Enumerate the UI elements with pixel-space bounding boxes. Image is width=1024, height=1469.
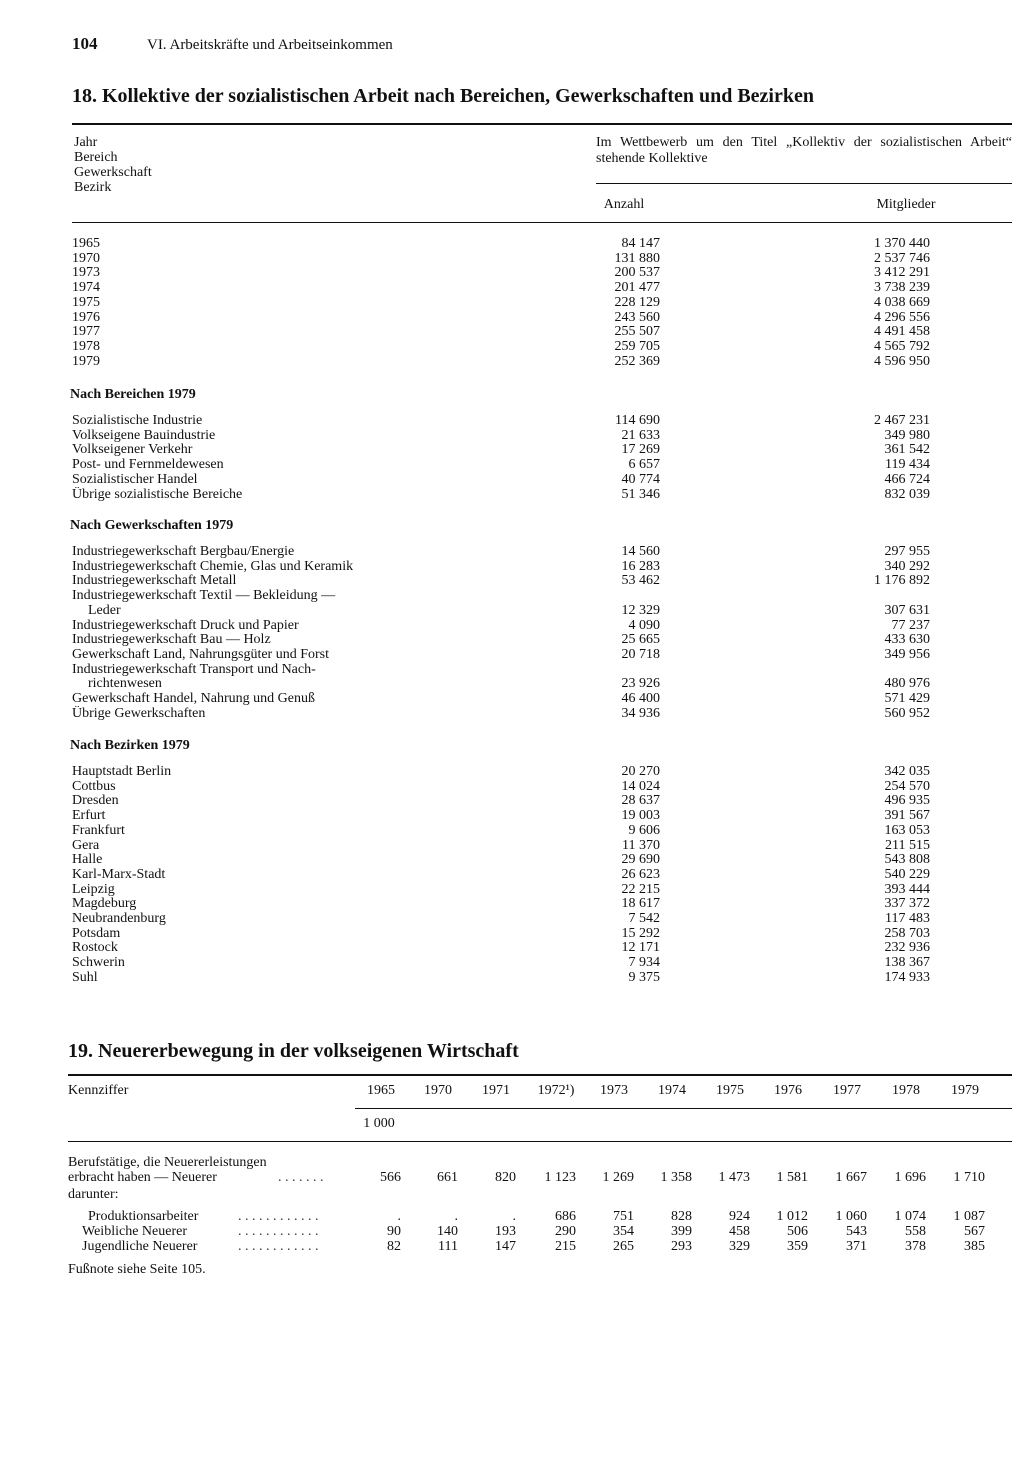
row-label-text: 1976 — [72, 310, 103, 325]
table-cell: 1 074 — [894, 1209, 926, 1224]
footnote: Fußnote siehe Seite 105. — [68, 1262, 206, 1277]
table-cell: 265 — [613, 1239, 634, 1254]
row-label: Weibliche Neuerer — [82, 1224, 187, 1239]
row-label — [72, 955, 584, 970]
row-label — [72, 413, 584, 428]
table-cell: 1 012 — [776, 1209, 808, 1224]
column-header-anzahl: Anzahl — [603, 197, 645, 212]
table-cell: 558 — [905, 1224, 926, 1239]
cell-anzahl: 53 462 — [621, 573, 660, 589]
year-header: 1978 — [892, 1083, 920, 1098]
year-header: 1965 — [367, 1083, 395, 1098]
cell-mitglieder: 4 491 458 — [874, 324, 930, 340]
unit-label: 1 000 — [363, 1116, 395, 1131]
cell-mitglieder: 543 808 — [884, 852, 930, 868]
row-label-text: 1975 — [72, 295, 103, 310]
year-header: 1971 — [482, 1083, 510, 1098]
leader-dots: . . . . . . . . . . . . — [238, 1224, 319, 1239]
row-label: Produktionsarbeiter — [88, 1209, 199, 1224]
table-cell: 193 — [495, 1224, 516, 1239]
row-label — [72, 676, 600, 691]
row-label — [72, 970, 584, 985]
cell-mitglieder: 211 515 — [885, 837, 930, 853]
row-label — [72, 472, 584, 487]
row-label-text: Suhl — [72, 970, 101, 985]
cell-anzahl: 114 690 — [615, 413, 660, 428]
cell-mitglieder: 4 038 669 — [874, 294, 930, 310]
table-cell: 661 — [437, 1170, 458, 1185]
row-label-text: Gewerkschaft Handel, Nahrung und Genuß — [72, 691, 318, 706]
page-number: 104 — [72, 34, 98, 53]
cell-anzahl: 131 880 — [614, 250, 660, 266]
running-head — [72, 34, 393, 54]
cell-anzahl: 84 147 — [621, 236, 660, 251]
cell-anzahl: 34 936 — [621, 705, 660, 721]
cell-anzahl: 255 507 — [614, 324, 660, 340]
row-label-text: 1978 — [72, 339, 103, 354]
cell-anzahl: 12 171 — [621, 940, 660, 956]
row-label-text: 1979 — [72, 354, 103, 369]
cell-mitglieder: 117 483 — [885, 911, 930, 926]
table-cell: 1 473 — [718, 1170, 750, 1185]
table-cell: 354 — [613, 1224, 634, 1239]
row-label-text: Neubrandenburg — [72, 911, 169, 926]
row-label — [72, 487, 584, 502]
row-label — [72, 896, 584, 911]
cell-anzahl: 15 292 — [621, 925, 660, 941]
divider — [68, 1141, 1012, 1142]
row-label-text: Leipzig — [72, 882, 118, 897]
row-label — [72, 867, 584, 882]
cell-mitglieder: 540 229 — [884, 866, 930, 882]
row-label — [72, 911, 584, 926]
row-label — [72, 544, 584, 559]
cell-anzahl: 19 003 — [621, 808, 660, 824]
cell-anzahl: 26 623 — [621, 866, 660, 882]
table-cell: 147 — [495, 1239, 516, 1254]
cell-anzahl: 21 633 — [621, 427, 660, 443]
row-label: Industriegewerkschaft Transport und Nach- — [72, 661, 316, 677]
table-cell: 924 — [729, 1209, 750, 1224]
row-label — [72, 647, 584, 662]
row-label — [72, 324, 584, 339]
table-cell: 566 — [380, 1170, 401, 1185]
cell-anzahl: 200 537 — [614, 265, 660, 281]
row-label — [72, 706, 584, 721]
row-label-text: 1973 — [72, 265, 103, 280]
row-label — [72, 691, 584, 706]
row-label-text: 1974 — [72, 280, 103, 295]
cell-anzahl: 228 129 — [614, 294, 660, 310]
stub-header-line: Gewerkschaft — [74, 165, 152, 180]
row-label-text: Magdeburg — [72, 896, 139, 911]
cell-mitglieder: 4 596 950 — [874, 353, 930, 369]
row-label — [72, 632, 584, 647]
table-18-title: 18. Kollektive der sozialistischen Arbeit nach Bereichen, Gewerkschaften und Bezirken — [72, 85, 814, 107]
stub-header-line: Bezirk — [74, 180, 112, 195]
year-header: 1977 — [833, 1083, 861, 1098]
cell-anzahl: 28 637 — [621, 793, 660, 809]
cell-mitglieder: 307 631 — [884, 602, 930, 618]
row-label-text: Cottbus — [72, 779, 119, 794]
table-cell: 111 — [438, 1239, 458, 1254]
row-label — [72, 236, 584, 251]
row-label — [72, 310, 584, 325]
row-label-text: Industriegewerkschaft Druck und Papier — [72, 618, 302, 633]
cell-mitglieder: 254 570 — [884, 778, 930, 794]
cell-anzahl: 259 705 — [614, 338, 660, 354]
cell-mitglieder: 340 292 — [884, 558, 930, 574]
cell-anzahl: 18 617 — [621, 896, 660, 912]
row-label-text: Leder — [88, 603, 124, 618]
row-label — [72, 251, 584, 266]
cell-anzahl: 25 665 — [621, 632, 660, 648]
row-label — [72, 265, 584, 280]
cell-anzahl: 14 560 — [621, 544, 660, 559]
table-cell: 751 — [613, 1209, 634, 1224]
table-cell: 1 710 — [953, 1170, 985, 1185]
year-header: 1973 — [600, 1083, 628, 1098]
row-label — [72, 442, 584, 457]
table-cell: 82 — [387, 1239, 401, 1254]
row-label — [72, 838, 584, 853]
row-label-text: Industriegewerkschaft Bergbau/Energie — [72, 544, 297, 559]
row-label-text: Volkseigener Verkehr — [72, 442, 195, 457]
cell-mitglieder: 138 367 — [884, 955, 930, 971]
row-label — [72, 280, 584, 295]
cell-mitglieder: 337 372 — [884, 896, 930, 912]
leader-dots: . . . . . . . — [278, 1170, 324, 1185]
table-cell: 820 — [495, 1170, 516, 1185]
row-label — [72, 940, 584, 955]
row-label-text: Karl-Marx-Stadt — [72, 867, 168, 882]
row-label-text: Volkseigene Bauindustrie — [72, 428, 218, 443]
leader-dots: . . . . . . . . . . . . — [238, 1209, 319, 1224]
table-cell: 215 — [555, 1239, 576, 1254]
cell-anzahl: 9 606 — [628, 822, 660, 838]
row-label — [72, 573, 584, 588]
row-label — [72, 764, 584, 779]
row-label-text: Hauptstadt Berlin — [72, 764, 174, 779]
group-heading: Nach Bereichen 1979 — [70, 387, 196, 402]
cell-anzahl: 20 270 — [621, 764, 660, 779]
row-label-text: Halle — [72, 852, 105, 867]
row-label-text: Post- und Fernmeldewesen — [72, 457, 227, 472]
cell-anzahl: 29 690 — [621, 852, 660, 868]
cell-anzahl: 7 542 — [628, 911, 660, 926]
cell-mitglieder: 2 467 231 — [874, 413, 930, 428]
cell-mitglieder: 349 980 — [884, 427, 930, 443]
table-cell: 1 358 — [660, 1170, 692, 1185]
row-label — [72, 779, 584, 794]
cell-anzahl: 46 400 — [621, 691, 660, 706]
table-cell: 543 — [846, 1224, 867, 1239]
row-label — [72, 823, 584, 838]
cell-mitglieder: 3 738 239 — [874, 280, 930, 296]
table-cell: 1 696 — [894, 1170, 926, 1185]
cell-mitglieder: 342 035 — [884, 764, 930, 779]
cell-mitglieder: 433 630 — [884, 632, 930, 648]
table-cell: 329 — [729, 1239, 750, 1254]
table-cell: 1 581 — [776, 1170, 808, 1185]
cell-anzahl: 16 283 — [621, 558, 660, 574]
table-cell: . — [397, 1209, 401, 1224]
row-label: Jugendliche Neuerer — [82, 1239, 198, 1254]
cell-mitglieder: 163 053 — [884, 822, 930, 838]
cell-mitglieder: 560 952 — [884, 705, 930, 721]
row-label-text: Dresden — [72, 793, 122, 808]
divider — [596, 183, 1012, 184]
cell-mitglieder: 466 724 — [884, 471, 930, 487]
divider — [355, 1108, 1012, 1109]
cell-mitglieder: 2 537 746 — [874, 250, 930, 266]
cell-anzahl: 12 329 — [621, 602, 660, 618]
cell-anzahl: 11 370 — [622, 837, 660, 853]
column-group-header: Im Wettbewerb um den Titel „Kollektiv der sozialistischen Arbeit“ stehende Kollektive — [596, 135, 1012, 166]
cell-mitglieder: 391 567 — [884, 808, 930, 824]
row-label-text: Erfurt — [72, 808, 108, 823]
cell-anzahl: 17 269 — [621, 442, 660, 458]
table-cell: 371 — [846, 1239, 867, 1254]
cell-anzahl: 51 346 — [621, 486, 660, 502]
row-label-text: Sozialistische Industrie — [72, 413, 205, 428]
table-cell: 1 667 — [835, 1170, 867, 1185]
cell-mitglieder: 4 296 556 — [874, 309, 930, 325]
row-label: Industriegewerkschaft Textil — Bekleidung — — [72, 588, 336, 604]
row-label: erbracht haben — Neuerer — [68, 1170, 217, 1185]
row-label-text: Frankfurt — [72, 823, 128, 838]
cell-anzahl: 40 774 — [621, 471, 660, 487]
cell-mitglieder: 349 956 — [884, 646, 930, 662]
row-label-text: Industriegewerkschaft Metall — [72, 573, 239, 588]
group-heading: Nach Gewerkschaften 1979 — [70, 518, 234, 533]
divider — [68, 1074, 1012, 1076]
cell-anzahl: 9 375 — [628, 969, 660, 985]
row-label — [72, 603, 600, 618]
cell-anzahl: 7 934 — [628, 955, 660, 971]
row-label: Berufstätige, die Neuererleistungen — [68, 1155, 267, 1170]
row-label-text: Schwerin — [72, 955, 128, 970]
table-cell: 293 — [671, 1239, 692, 1254]
row-label — [72, 852, 584, 867]
cell-mitglieder: 393 444 — [884, 881, 930, 897]
cell-mitglieder: 4 565 792 — [874, 338, 930, 354]
cell-mitglieder: 1 176 892 — [874, 573, 930, 589]
row-label — [72, 428, 584, 443]
stub-header-line: Jahr — [74, 135, 98, 150]
table-cell: 567 — [964, 1224, 985, 1239]
table-cell: 359 — [787, 1239, 808, 1254]
table-cell: 290 — [555, 1224, 576, 1239]
row-label-text: richtenwesen — [88, 676, 165, 691]
table-cell: 378 — [905, 1239, 926, 1254]
table-cell: 828 — [671, 1209, 692, 1224]
cell-mitglieder: 361 542 — [884, 442, 930, 458]
year-header: 1975 — [716, 1083, 744, 1098]
cell-mitglieder: 480 976 — [884, 676, 930, 692]
table-cell: 1 060 — [835, 1209, 867, 1224]
stub-header-line: Bereich — [74, 150, 118, 165]
table-cell: 1 269 — [602, 1170, 634, 1185]
row-label — [72, 339, 584, 354]
table-cell: 90 — [387, 1224, 401, 1239]
cell-anzahl: 243 560 — [614, 309, 660, 325]
row-label — [72, 808, 584, 823]
divider — [72, 123, 1012, 125]
table-cell: 399 — [671, 1224, 692, 1239]
cell-mitglieder: 3 412 291 — [874, 265, 930, 281]
cell-mitglieder: 571 429 — [884, 691, 930, 706]
cell-mitglieder: 297 955 — [884, 544, 930, 559]
row-label — [72, 457, 584, 472]
leader-dots: . . . . . . . . . . . . — [238, 1239, 319, 1254]
year-header: 1974 — [658, 1083, 686, 1098]
cell-mitglieder: 174 933 — [884, 969, 930, 985]
table-19-title: 19. Neuererbewegung in der volkseigenen Wirtschaft — [68, 1040, 519, 1062]
row-label — [72, 882, 584, 897]
table-18-stub-header — [74, 135, 152, 195]
cell-anzahl: 252 369 — [614, 353, 660, 369]
table-cell: 140 — [437, 1224, 458, 1239]
row-label-text: Übrige sozialistische Bereiche — [72, 487, 245, 502]
cell-mitglieder: 77 237 — [891, 617, 930, 633]
group-heading: Nach Bezirken 1979 — [70, 738, 190, 753]
cell-anzahl: 4 090 — [628, 617, 660, 633]
row-label-text: Potsdam — [72, 926, 123, 941]
row-label: darunter: — [68, 1187, 119, 1202]
row-label-text: Sozialistischer Handel — [72, 472, 201, 487]
row-label — [72, 354, 584, 369]
row-label-text: Rostock — [72, 940, 121, 955]
table-cell: 1 087 — [953, 1209, 985, 1224]
row-label-text: Gera — [72, 838, 102, 853]
table-cell: 458 — [729, 1224, 750, 1239]
row-label-text: Übrige Gewerkschaften — [72, 706, 208, 721]
divider — [72, 222, 1012, 223]
year-header: 1970 — [424, 1083, 452, 1098]
row-label-text: Industriegewerkschaft Bau — Holz — [72, 632, 274, 647]
cell-mitglieder: 1 370 440 — [874, 236, 930, 251]
cell-anzahl: 20 718 — [621, 646, 660, 662]
row-label — [72, 618, 584, 633]
row-label — [72, 926, 584, 941]
table-cell: 385 — [964, 1239, 985, 1254]
row-label-text: 1965 — [72, 236, 103, 251]
kennziffer-header: Kennziffer — [68, 1083, 129, 1098]
table-cell: . — [454, 1209, 458, 1224]
table-cell: 506 — [787, 1224, 808, 1239]
chapter-title: VI. Arbeitskräfte und Arbeitseinkommen — [146, 37, 393, 53]
row-label-text: 1977 — [72, 324, 103, 339]
row-label-text: Gewerkschaft Land, Nahrungsgüter und Forst — [72, 647, 332, 662]
cell-mitglieder: 119 434 — [885, 457, 930, 473]
year-header: 1979 — [951, 1083, 979, 1098]
row-label — [72, 793, 584, 808]
year-header: 1972¹) — [537, 1083, 575, 1098]
cell-mitglieder: 832 039 — [884, 486, 930, 502]
row-label-text: Industriegewerkschaft Chemie, Glas und Keramik — [72, 559, 356, 574]
cell-mitglieder: 232 936 — [884, 940, 930, 956]
row-label — [72, 295, 584, 310]
year-header: 1976 — [774, 1083, 802, 1098]
cell-anzahl: 14 024 — [621, 778, 660, 794]
cell-anzahl: 23 926 — [621, 676, 660, 692]
row-label — [72, 559, 584, 574]
cell-mitglieder: 496 935 — [884, 793, 930, 809]
cell-anzahl: 6 657 — [628, 457, 660, 473]
cell-mitglieder: 258 703 — [884, 925, 930, 941]
row-label-text: 1970 — [72, 251, 103, 266]
cell-anzahl: 22 215 — [621, 881, 660, 897]
table-cell: 1 123 — [544, 1170, 576, 1185]
table-cell: . — [512, 1209, 516, 1224]
cell-anzahl: 201 477 — [614, 280, 660, 296]
column-header-mitglieder: Mitglieder — [876, 197, 936, 212]
table-cell: 686 — [555, 1209, 576, 1224]
